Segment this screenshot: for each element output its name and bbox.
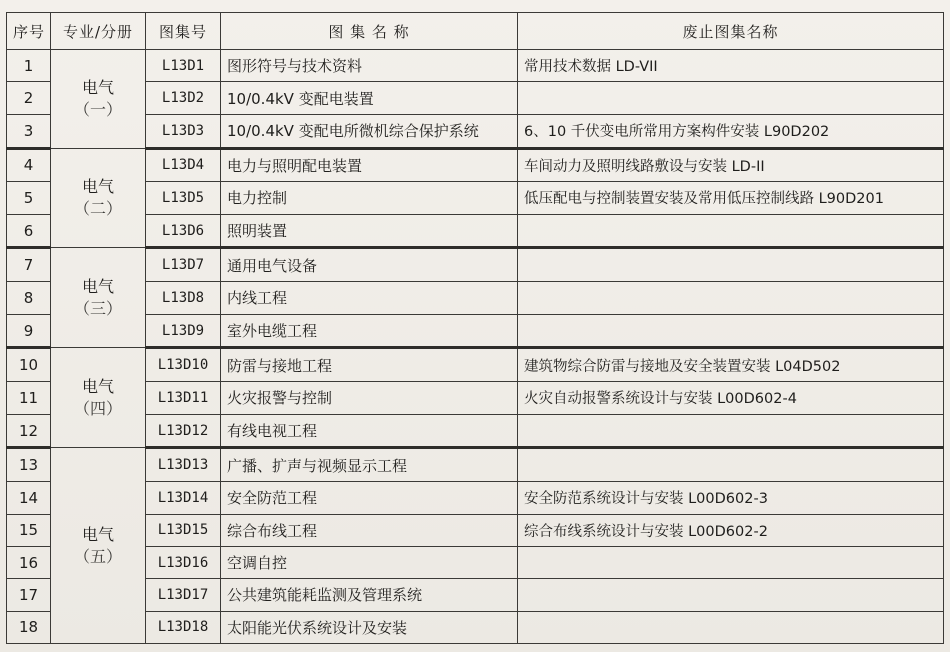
category-label: 电气 bbox=[81, 376, 114, 396]
header-row bbox=[7, 13, 944, 50]
row-obsolete: 火灾自动报警系统设计与安装 L00D602-4 bbox=[518, 382, 944, 414]
row-code: L13D9 bbox=[146, 314, 221, 348]
row-title: 内线工程 bbox=[221, 282, 518, 314]
table-row bbox=[7, 448, 944, 482]
row-title: 电力与照明配电装置 bbox=[221, 148, 518, 182]
row-obsolete: 6、10 千伏变电所常用方案构件安装 L90D202 bbox=[518, 114, 944, 148]
table-row bbox=[7, 382, 944, 414]
category-cell bbox=[51, 50, 146, 149]
row-seq: 11 bbox=[7, 382, 51, 414]
row-seq: 3 bbox=[7, 114, 51, 148]
header-obsolete: 废止图集名称 bbox=[518, 13, 944, 50]
header-seq: 序号 bbox=[7, 13, 51, 50]
category-cell bbox=[51, 348, 146, 448]
category-cell bbox=[51, 448, 146, 644]
table-row bbox=[7, 282, 944, 314]
header-code: 图集号 bbox=[146, 13, 221, 50]
row-seq: 10 bbox=[7, 348, 51, 382]
row-code: L13D18 bbox=[146, 611, 221, 643]
row-seq: 8 bbox=[7, 282, 51, 314]
row-code: L13D17 bbox=[146, 579, 221, 611]
row-code: L13D11 bbox=[146, 382, 221, 414]
row-code: L13D5 bbox=[146, 182, 221, 214]
row-code: L13D7 bbox=[146, 248, 221, 282]
row-title: 通用电气设备 bbox=[221, 248, 518, 282]
header-title: 图 集 名 称 bbox=[221, 13, 518, 50]
row-obsolete bbox=[518, 314, 944, 348]
row-obsolete: 安全防范系统设计与安装 L00D602-3 bbox=[518, 482, 944, 514]
row-obsolete: 车间动力及照明线路敷设与安装 LD-II bbox=[518, 148, 944, 182]
atlas-catalog-table bbox=[6, 12, 944, 644]
category-sub: （三） bbox=[73, 298, 122, 318]
row-seq: 15 bbox=[7, 514, 51, 546]
row-code: L13D1 bbox=[146, 50, 221, 82]
row-seq: 17 bbox=[7, 579, 51, 611]
row-code: L13D10 bbox=[146, 348, 221, 382]
row-seq: 6 bbox=[7, 214, 51, 248]
table-row bbox=[7, 348, 944, 382]
table-row bbox=[7, 214, 944, 248]
table-row bbox=[7, 148, 944, 182]
row-code: L13D8 bbox=[146, 282, 221, 314]
table-row bbox=[7, 482, 944, 514]
row-title: 有线电视工程 bbox=[221, 414, 518, 448]
category-label: 电气 bbox=[81, 524, 114, 544]
row-code: L13D2 bbox=[146, 82, 221, 114]
row-title: 火灾报警与控制 bbox=[221, 382, 518, 414]
row-obsolete bbox=[518, 414, 944, 448]
row-title: 10/0.4kV 变配电装置 bbox=[221, 82, 518, 114]
row-title: 综合布线工程 bbox=[221, 514, 518, 546]
row-title: 太阳能光伏系统设计及安装 bbox=[221, 611, 518, 643]
table-row bbox=[7, 314, 944, 348]
row-code: L13D3 bbox=[146, 114, 221, 148]
row-seq: 4 bbox=[7, 148, 51, 182]
row-title: 公共建筑能耗监测及管理系统 bbox=[221, 579, 518, 611]
row-obsolete bbox=[518, 546, 944, 578]
row-obsolete bbox=[518, 282, 944, 314]
row-obsolete: 低压配电与控制装置安装及常用低压控制线路 L90D201 bbox=[518, 182, 944, 214]
row-obsolete bbox=[518, 82, 944, 114]
row-seq: 18 bbox=[7, 611, 51, 643]
row-obsolete bbox=[518, 579, 944, 611]
row-code: L13D13 bbox=[146, 448, 221, 482]
row-seq: 13 bbox=[7, 448, 51, 482]
category-sub: （二） bbox=[73, 198, 122, 218]
table-row bbox=[7, 611, 944, 643]
row-code: L13D14 bbox=[146, 482, 221, 514]
row-obsolete: 常用技术数据 LD-VII bbox=[518, 50, 944, 82]
row-code: L13D6 bbox=[146, 214, 221, 248]
table-row bbox=[7, 50, 944, 82]
row-code: L13D4 bbox=[146, 148, 221, 182]
row-obsolete: 综合布线系统设计与安装 L00D602-2 bbox=[518, 514, 944, 546]
row-title: 安全防范工程 bbox=[221, 482, 518, 514]
row-seq: 5 bbox=[7, 182, 51, 214]
row-code: L13D15 bbox=[146, 514, 221, 546]
category-sub: （四） bbox=[73, 398, 122, 418]
header-category: 专业/分册 bbox=[51, 13, 146, 50]
category-label: 电气 bbox=[81, 176, 114, 196]
row-seq: 1 bbox=[7, 50, 51, 82]
table-row bbox=[7, 248, 944, 282]
row-obsolete: 建筑物综合防雷与接地及安全装置安装 L04D502 bbox=[518, 348, 944, 382]
category-cell bbox=[51, 148, 146, 248]
row-title: 电力控制 bbox=[221, 182, 518, 214]
row-title: 10/0.4kV 变配电所微机综合保护系统 bbox=[221, 114, 518, 148]
category-label: 电气 bbox=[81, 276, 114, 296]
row-seq: 16 bbox=[7, 546, 51, 578]
category-label: 电气 bbox=[81, 77, 114, 97]
row-obsolete bbox=[518, 214, 944, 248]
row-title: 照明装置 bbox=[221, 214, 518, 248]
row-seq: 2 bbox=[7, 82, 51, 114]
category-sub: （五） bbox=[73, 546, 122, 566]
table-row bbox=[7, 114, 944, 148]
table-row bbox=[7, 182, 944, 214]
row-title: 广播、扩声与视频显示工程 bbox=[221, 448, 518, 482]
category-sub: （一） bbox=[73, 99, 122, 119]
row-seq: 14 bbox=[7, 482, 51, 514]
row-seq: 12 bbox=[7, 414, 51, 448]
table-row bbox=[7, 82, 944, 114]
table-row bbox=[7, 414, 944, 448]
table-row bbox=[7, 546, 944, 578]
row-obsolete bbox=[518, 248, 944, 282]
row-obsolete bbox=[518, 448, 944, 482]
category-cell bbox=[51, 248, 146, 348]
row-seq: 9 bbox=[7, 314, 51, 348]
row-title: 图形符号与技术资料 bbox=[221, 50, 518, 82]
row-title: 空调自控 bbox=[221, 546, 518, 578]
row-title: 防雷与接地工程 bbox=[221, 348, 518, 382]
row-obsolete bbox=[518, 611, 944, 643]
row-title: 室外电缆工程 bbox=[221, 314, 518, 348]
row-seq: 7 bbox=[7, 248, 51, 282]
row-code: L13D16 bbox=[146, 546, 221, 578]
table-row bbox=[7, 579, 944, 611]
table-row bbox=[7, 514, 944, 546]
row-code: L13D12 bbox=[146, 414, 221, 448]
